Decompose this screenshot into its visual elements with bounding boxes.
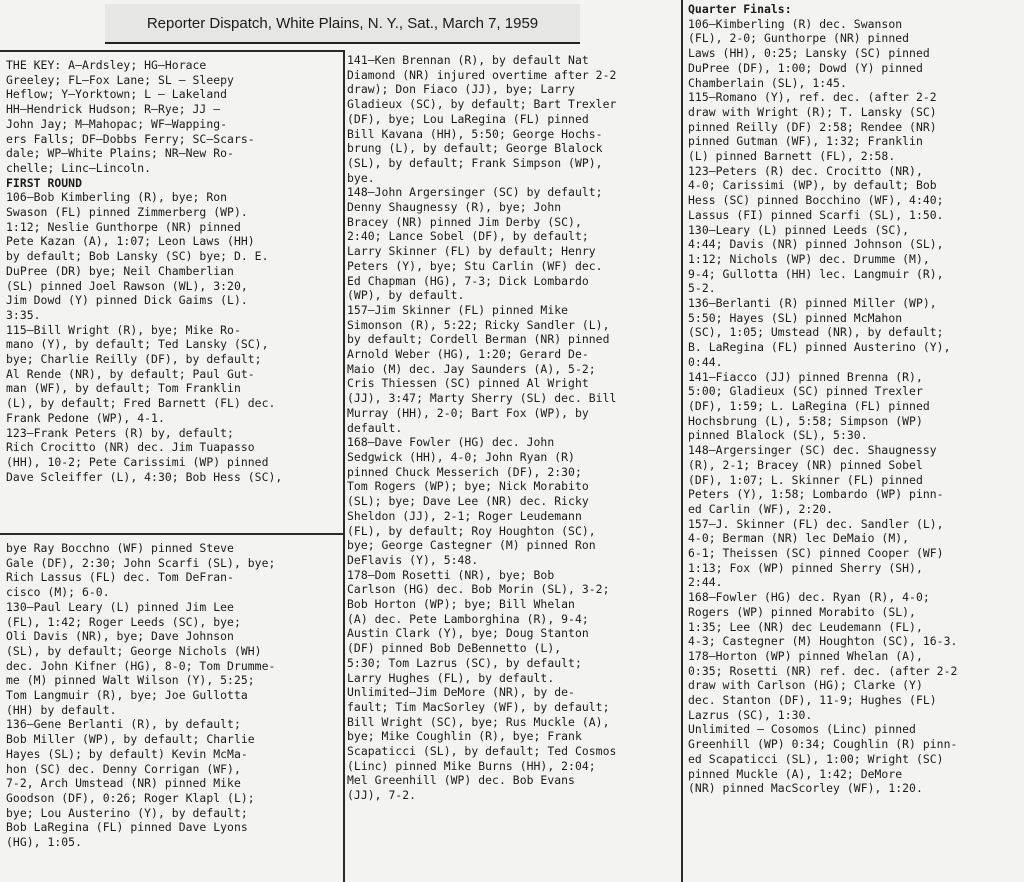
text-line: (WP), by default. <box>347 288 465 303</box>
text-line: 1:13; Fox (WP) pinned Sherry (SH), <box>688 560 923 575</box>
text-line: 168—Dave Fowler (HG) dec. John <box>347 435 555 450</box>
text-line: (R), 2-1; Bracey (NR) pinned Sobel <box>688 457 923 472</box>
text-line: ers Falls; DF—Dobbs Ferry; SC—Scars- <box>6 131 255 146</box>
text-line: 4-0; Berman (NR) lec DeMaio (M), <box>688 531 910 546</box>
text-line: man (WF), by default; Tom Franklin <box>6 381 241 396</box>
text-line: dec. John Kifner (HG), 8-0; Tom Drumme- <box>6 658 276 673</box>
text-line: Peters (Y), bye; Stu Carlin (WF) dec. <box>347 258 603 273</box>
text-line: (SL), by default; George Nichols (WH) <box>6 643 262 658</box>
text-line: 5-2. <box>688 281 716 296</box>
text-line: 4-0; Carissimi (WP), by default; Bob <box>688 178 937 193</box>
text-line: (DF), bye; Lou LaRegina (FL) pinned <box>347 111 589 126</box>
text-line: 7-2, Arch Umstead (NR) pinned Mike <box>6 776 241 791</box>
text-line: 115—Bill Wright (R), bye; Mike Ro- <box>6 322 241 337</box>
text-line: (HH) by default. <box>6 702 117 717</box>
text-line: 130—Paul Leary (L) pinned Jim Lee <box>6 599 234 614</box>
text-line: (JJ), 7-2. <box>347 788 417 803</box>
text-line: 148—Argersinger (SC) dec. Shaugnessy <box>688 443 937 458</box>
text-line: pinned Gutman (WF), 1:32; Franklin <box>688 134 923 149</box>
text-line: 157—J. Skinner (FL) dec. Sandler (L), <box>688 516 944 531</box>
first-round-continued-column <box>6 541 340 882</box>
text-line: (L), by default; Fred Barnett (FL) dec. <box>6 396 276 411</box>
text-line: Larry Hughes (FL), by default. <box>347 670 555 685</box>
text-line: Scapaticci (SL), by default; Ted Cosmos <box>347 744 617 759</box>
text-line: 0:44. <box>688 354 723 369</box>
text-line: (DF), 1:59; L. LaRegina (FL) pinned <box>688 398 930 413</box>
text-line: Al Rende (NR), by default; Paul Gut- <box>6 366 255 381</box>
text-line: Rogers (WP) pinned Morabito (SL), <box>688 604 916 619</box>
text-line: Larry Skinner (FL) by default; Henry <box>347 244 596 259</box>
text-line: dec. Stanton (DF), 11-9; Hughes (FL) <box>688 693 937 708</box>
text-line: 141—Ken Brennan (R), by default Nat <box>347 53 589 67</box>
text-line: Pete Kazan (A), 1:07; Leon Laws (HH) <box>6 234 255 249</box>
text-line: ed Scapaticci (SL), 1:00; Wright (SC) <box>688 751 944 766</box>
text-line: default. <box>347 420 403 435</box>
text-line: bye; Lou Austerino (Y), by default; <box>6 805 248 820</box>
text-line: (DF) pinned Bob DeBennetto (L), <box>347 641 562 656</box>
text-line: Unlimited — Cosomos (Linc) pinned <box>688 722 916 737</box>
text-line: 2:44. <box>688 575 723 590</box>
text-line: (SL) pinned Joel Rawson (WL), 3:20, <box>6 278 248 293</box>
text-line: 2:40; Lance Sobel (DF), by default; <box>347 229 589 244</box>
text-line: Tom Rogers (WP); bye; Nick Morabito <box>347 479 589 494</box>
text-line: Jim Dowd (Y) pinned Dick Gaims (L). <box>6 293 248 308</box>
text-line: 106—Bob Kimberling (R), bye; Ron <box>6 190 228 205</box>
text-line: 6-1; Theissen (SC) pinned Cooper (WF) <box>688 546 944 561</box>
text-line: bye. <box>347 170 375 185</box>
text-line: Heflow; Y—Yorktown; L — Lakeland <box>6 87 228 102</box>
text-line: Hayes (SL); by default) Kevin McMa- <box>6 746 248 761</box>
text-line: (NR) pinned MacScorley (WF), 1:20. <box>688 781 923 796</box>
mid-rule <box>0 533 345 535</box>
text-line: Chamberlain (SL), 1:45. <box>688 75 847 90</box>
text-line: 136—Gene Berlanti (R), by default; <box>6 717 241 732</box>
text-line: 1:12; Neslie Gunthorpe (NR) pinned <box>6 219 241 234</box>
text-line: Austin Clark (Y), bye; Doug Stanton <box>347 626 589 641</box>
text-line: FIRST ROUND <box>6 175 82 190</box>
text-line: DeFlavis (Y), 5:48. <box>347 552 479 567</box>
text-line: Bracey (NR) pinned Jim Derby (SC), <box>347 214 582 229</box>
text-line: 123—Frank Peters (R) by, default; <box>6 425 234 440</box>
text-line: me (M) pinned Walt Wilson (Y), 5:25; <box>6 673 255 688</box>
text-line: by default; Cordell Berman (NR) pinned <box>347 332 610 347</box>
text-line: 178—Dom Rosetti (NR), bye; Bob <box>347 567 555 582</box>
text-line: 3:35. <box>6 307 41 322</box>
text-line: HH—Hendrick Hudson; R—Rye; JJ — <box>6 102 221 117</box>
quarter-finals-column <box>688 2 1018 882</box>
text-line: Bill Kavana (HH), 5:50; George Hochs- <box>347 126 603 141</box>
text-line: Bill Wright (SC), bye; Rus Muckle (A), <box>347 714 610 729</box>
text-line: Rich Crocitto (NR) dec. Jim Tuapasso <box>6 440 255 455</box>
text-line: (FL), 2-0; Gunthorpe (NR) pinned <box>688 31 910 46</box>
weight-classes-column <box>347 53 677 882</box>
text-line: 4-3; Castegner (M) Houghton (SC), 16-3. <box>688 634 958 649</box>
first-round-column <box>6 58 340 528</box>
text-line: Arnold Weber (HG), 1:20; Gerard De- <box>347 347 589 362</box>
text-line: (L) pinned Barnett (FL), 2:58. <box>688 149 896 164</box>
text-line: Hochsbrung (L), 5:58; Simpson (WP) <box>688 413 923 428</box>
text-line: fault; Tim MacSorley (WF), by default; <box>347 699 610 714</box>
column-rule-1 <box>343 50 345 882</box>
text-line: bye Ray Bocchno (WF) pinned Steve <box>6 541 234 555</box>
text-line: B. LaRegina (FL) pinned Austerino (Y), <box>688 340 951 355</box>
text-line: 9-4; Gullotta (HH) lec. Langmuir (R), <box>688 266 944 281</box>
text-line: Sedgwick (HH), 4-0; John Ryan (R) <box>347 449 575 464</box>
text-line: Tom Langmuir (R), bye; Joe Gullotta <box>6 688 248 703</box>
text-line: bye; Mike Coughlin (R), bye; Frank <box>347 729 582 744</box>
text-line: 136—Berlanti (R) pinned Miller (WP), <box>688 296 937 311</box>
text-line: (HG), 1:05. <box>6 835 82 850</box>
text-line: 115—Romano (Y), ref. dec. (after 2-2 <box>688 90 937 105</box>
masthead <box>105 4 580 44</box>
text-line: bye; Charlie Reilly (DF), by default; <box>6 352 262 367</box>
text-line: by default; Bob Lansky (SC) bye; D. E. <box>6 249 269 264</box>
text-line: Dave Scleiffer (L), 4:30; Bob Hess (SC), <box>6 469 283 484</box>
text-line: Frank Pedone (WP), 4-1. <box>6 410 165 425</box>
text-line: draw with Wright (R); T. Lansky (SC) <box>688 104 937 119</box>
text-line: Gale (DF), 2:30; John Scarfi (SL), bye; <box>6 555 276 570</box>
top-rule <box>0 50 345 52</box>
text-line: Bob LaRegina (FL) pinned Dave Lyons <box>6 820 248 835</box>
text-line: Simonson (R), 5:22; Ricky Sandler (L), <box>347 317 610 332</box>
text-line: 5:00; Gladieux (SC) pinned Trexler <box>688 384 923 399</box>
text-line: brung (L), by default; George Blalock <box>347 141 603 156</box>
text-line: Goodson (DF), 0:26; Roger Klapl (L); <box>6 790 255 805</box>
text-line: dale; WP—White Plains; NR—New Ro- <box>6 146 234 161</box>
text-line: Diamond (NR) injured overtime after 2-2 <box>347 67 617 82</box>
text-line: 5:30; Tom Lazrus (SC), by default; <box>347 655 582 670</box>
text-line: (DF), 1:07; L. Skinner (FL) pinned <box>688 472 923 487</box>
text-line: 0:35; Rosetti (NR) ref. dec. (after 2-2 <box>688 663 958 678</box>
text-line: mano (Y), by default; Ted Lansky (SC), <box>6 337 269 352</box>
text-line: 123—Peters (R) dec. Crocitto (NR), <box>688 163 923 178</box>
text-line: (FL), by default; Roy Houghton (SC), <box>347 523 596 538</box>
text-line: Hess (SC) pinned Bocchino (WF), 4:40; <box>688 193 944 208</box>
text-line: (SL), by default; Frank Simpson (WP), <box>347 155 603 170</box>
text-line: bye; George Castegner (M) pinned Ron <box>347 538 596 553</box>
text-line: 1:35; Lee (NR) dec Leudemann (FL), <box>688 619 923 634</box>
text-line: draw with Carlson (HG); Clarke (Y) <box>688 678 923 693</box>
text-line: hon (SC) dec. Denny Corrigan (WF), <box>6 761 241 776</box>
text-line: Rich Lassus (FL) dec. Tom DeFran- <box>6 570 234 585</box>
text-line: DuPree (DR) bye; Neil Chamberlian <box>6 263 234 278</box>
text-line: Bob Miller (WP), by default; Charlie <box>6 732 255 747</box>
text-line: (HH), 10-2; Pete Carissimi (WP) pinned <box>6 454 269 469</box>
text-line: pinned Muckle (A), 1:42; DeMore <box>688 766 903 781</box>
text-line: DuPree (DF), 1:00; Dowd (Y) pinned <box>688 60 923 75</box>
text-line: Lazrus (SC), 1:30. <box>688 707 813 722</box>
text-line: 168—Fowler (HG) dec. Ryan (R), 4-0; <box>688 590 930 605</box>
text-line: pinned Chuck Messerich (DF), 2:30; <box>347 464 582 479</box>
text-line: 106—Kimberling (R) dec. Swanson <box>688 16 903 31</box>
text-line: 157—Jim Skinner (FL) pinned Mike <box>347 302 569 317</box>
text-line: Laws (HH), 0:25; Lansky (SC) pinned <box>688 46 930 61</box>
text-line: John Jay; M—Mahopac; WF—Wapping- <box>6 116 228 131</box>
text-line: 5:50; Hayes (SL) pinned McMahon <box>688 310 903 325</box>
text-line: Cris Thiessen (SC) pinned Al Wright <box>347 376 589 391</box>
text-line: Swason (FL) pinned Zimmerberg (WP). <box>6 205 248 220</box>
text-line: (Linc) pinned Mike Burns (HH), 2:04; <box>347 758 596 773</box>
text-line: Denny Shaugnessy (R), bye; John <box>347 200 562 215</box>
text-line: Bob Horton (WP); bye; Bill Whelan <box>347 597 575 612</box>
text-line: 1:12; Nichols (WP) dec. Drumme (M), <box>688 251 930 266</box>
text-line: (SC), 1:05; Umstead (NR), by default; <box>688 325 944 340</box>
text-line: Carlson (HG) dec. Bob Morin (SL), 3-2; <box>347 582 610 597</box>
text-line: Mel Greenhill (WP) dec. Bob Evans <box>347 773 575 788</box>
masthead-text: Reporter Dispatch, White Plains, N. Y., Sat., March 7, 1959 <box>146 14 539 32</box>
text-line: (JJ), 3:47; Marty Sherry (SL) dec. Bill <box>347 391 617 406</box>
text-line: Peters (Y), 1:58; Lombardo (WP) pinn- <box>688 487 944 502</box>
text-line: 148—John Argersinger (SC) by default; <box>347 185 603 200</box>
text-line: Quarter Finals: <box>688 2 792 16</box>
column-rule-2 <box>681 0 683 882</box>
text-line: pinned Blalock (SL), 5:30. <box>688 428 868 443</box>
text-line: 141—Fiacco (JJ) pinned Brenna (R), <box>688 369 923 384</box>
text-line: Greeley; FL—Fox Lane; SL — Sleepy <box>6 72 234 87</box>
text-line: Unlimited—Jim DeMore (NR), by de- <box>347 685 575 700</box>
text-line: 130—Leary (L) pinned Leeds (SC), <box>688 222 910 237</box>
text-line: 4:44; Davis (NR) pinned Johnson (SL), <box>688 237 944 252</box>
text-line: draw); Don Fiaco (JJ), bye; Larry <box>347 82 575 97</box>
text-line: Maio (M) dec. Jay Saunders (A), 5-2; <box>347 361 596 376</box>
text-line: cisco (M); 6-0. <box>6 585 110 600</box>
text-line: Sheldon (JJ), 2-1; Roger Leudemann <box>347 508 582 523</box>
text-line: THE KEY: A—Ardsley; HG—Horace <box>6 58 207 72</box>
text-line: Oli Davis (NR), bye; Dave Johnson <box>6 629 234 644</box>
text-line: (FL), 1:42; Roger Leeds (SC), bye; <box>6 614 241 629</box>
text-line: pinned Reilly (DF) 2:58; Rendee (NR) <box>688 119 937 134</box>
text-line: Greenhill (WP) 0:34; Coughlin (R) pinn- <box>688 737 958 752</box>
text-line: chelle; Linc—Lincoln. <box>6 160 152 175</box>
text-line: Murray (HH), 2-0; Bart Fox (WP), by <box>347 405 589 420</box>
text-line: Gladieux (SC), by default; Bart Trexler <box>347 97 617 112</box>
text-line: 178—Horton (WP) pinned Whelan (A), <box>688 648 923 663</box>
text-line: Lassus (FI) pinned Scarfi (SL), 1:50. <box>688 207 944 222</box>
text-line: (A) dec. Pete Lamborghina (R), 9-4; <box>347 611 589 626</box>
text-line: ed Carlin (WF), 2:20. <box>688 501 834 516</box>
text-line: (SL); bye; Dave Lee (NR) dec. Ricky <box>347 494 589 509</box>
text-line: Ed Chapman (HG), 7-3; Dick Lombardo <box>347 273 589 288</box>
